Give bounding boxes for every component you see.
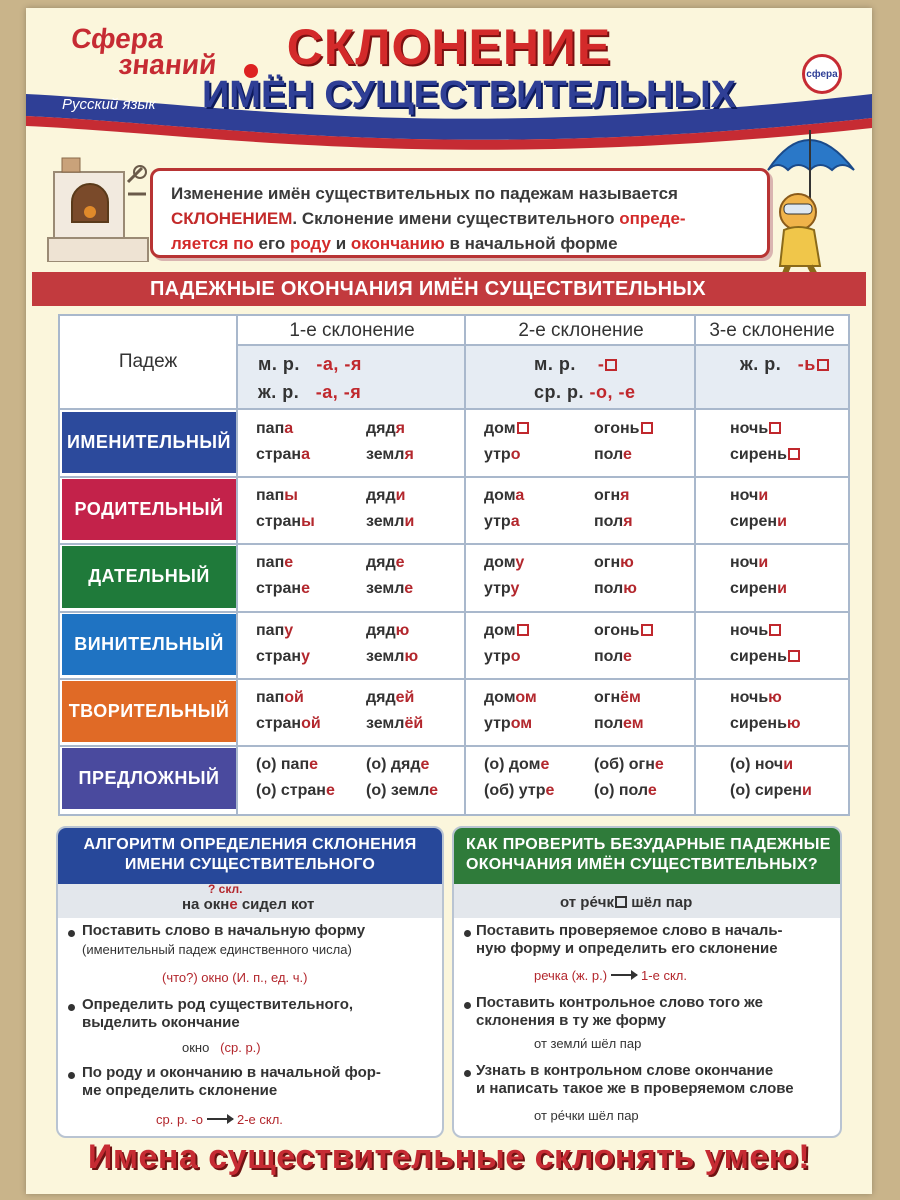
arrow-icon: [207, 1118, 233, 1120]
step-2-example: окно (ср. р.): [182, 1040, 261, 1055]
intro-text-2: . Склонение имени существительного: [292, 209, 620, 228]
missing-letter-icon: [615, 896, 627, 908]
check-step-2-example: от земли́ шёл пар: [534, 1036, 642, 1051]
intro-term: СКЛОНЕНИЕМ: [171, 209, 293, 228]
step-3-line1: По роду и окончанию в начальной фор-: [82, 1064, 381, 1081]
word-form: огнём: [594, 688, 641, 706]
zero-ending-icon: [641, 422, 653, 434]
word-form: земли: [366, 513, 415, 531]
check-step-1-line2: ную форму и определить его склонение: [476, 940, 778, 957]
word-form: огонь: [594, 622, 653, 640]
word-form: полем: [594, 714, 644, 732]
word-form: поля: [594, 513, 633, 531]
poster: [26, 8, 872, 1194]
word-form: домом: [484, 688, 537, 706]
zero-ending-icon: [605, 359, 617, 371]
bullet-icon: [464, 1070, 471, 1077]
word-form: землю: [366, 647, 419, 665]
zero-ending-icon: [817, 359, 829, 371]
step-3-line2: ме определить склонение: [82, 1082, 278, 1099]
ending-d2-neut: ср. р. -о, -е: [534, 382, 636, 402]
page-title: СКЛОНЕНИЕ: [286, 19, 612, 75]
word-form: ночь: [730, 420, 781, 438]
word-form: папе: [256, 554, 294, 572]
declension-table: [58, 314, 850, 816]
intro-word-ending: окончанию: [350, 234, 445, 253]
word-form: утро: [484, 647, 521, 665]
word-form: (об) огне: [594, 756, 664, 773]
word-form: ночью: [730, 688, 782, 706]
zero-ending-icon: [517, 422, 529, 434]
subject-label: Русский язык: [62, 96, 156, 113]
word-form: дяде: [366, 554, 405, 572]
check-step-3-line1: Узнать в контрольном слове окончание: [476, 1062, 774, 1079]
word-form: дядя: [366, 420, 405, 437]
step-3-example: ср. р. -о 2-е скл.: [156, 1112, 283, 1127]
word-form: страну: [256, 647, 310, 665]
word-form: (о) поле: [594, 782, 657, 799]
word-form: папа: [256, 420, 294, 437]
brand-line1: Сфера: [69, 23, 166, 54]
case-label: ТВОРИТЕЛЬНЫЙ: [62, 681, 236, 742]
case-label: РОДИТЕЛЬНЫЙ: [62, 479, 236, 540]
step-1-note: (именительный падеж единственного числа): [82, 942, 352, 957]
intro-text-1: Изменение имён существительных по падежам называется: [171, 184, 678, 203]
intro-word-determined: опреде-: [619, 209, 686, 228]
zero-ending-icon: [788, 650, 800, 662]
bullet-icon: [68, 1004, 75, 1011]
word-form: папы: [256, 487, 298, 505]
publisher-logo: сфера: [802, 54, 842, 94]
word-form: страной: [256, 714, 321, 732]
zero-ending-icon: [641, 624, 653, 636]
word-form: страна: [256, 446, 310, 463]
word-form: дом: [484, 420, 529, 438]
word-form: утром: [484, 714, 533, 732]
intro-text-6: в начальной форме: [444, 234, 618, 253]
word-form: сиренью: [730, 714, 801, 732]
zero-ending-icon: [517, 624, 529, 636]
check-step-2-line1: Поставить контрольное слово того же: [476, 994, 763, 1011]
bullet-icon: [68, 1072, 75, 1079]
word-form: дядю: [366, 621, 410, 639]
algorithm-title: АЛГОРИТМ ОПРЕДЕЛЕНИЯ СКЛОНЕНИЯ ИМЕНИ СУЩЕСТВИТЕЛЬНОГО: [58, 828, 442, 884]
word-form: ночи: [730, 487, 769, 505]
check-step-2-line2: склонения в ту же форму: [476, 1012, 666, 1029]
word-form: утро: [484, 446, 521, 463]
intro-text-5: и: [330, 234, 351, 253]
check-step-1-line1: Поставить проверяемое слово в началь-: [476, 922, 783, 939]
ending-d2-masc: м. р. -: [534, 354, 617, 375]
definition-box: [150, 168, 770, 258]
intro-text-3: ляется по: [171, 234, 254, 253]
word-form: поле: [594, 446, 632, 463]
word-form: дом: [484, 622, 529, 640]
bullet-icon: [68, 930, 75, 937]
step-2-line2: выделить окончание: [82, 1014, 240, 1031]
word-form: (о) земле: [366, 782, 438, 799]
check-step-3-line2: и написать такое же в проверяемом слове: [476, 1080, 794, 1097]
word-form: сирени: [730, 513, 787, 531]
word-form: земля: [366, 446, 414, 463]
word-form: (об) утре: [484, 782, 555, 799]
check-example-sentence: от ре́чк шёл пар: [560, 894, 693, 911]
algorithm-panel: [56, 826, 444, 1138]
step-1-example: (что?) окно (И. п., ед. ч.): [162, 970, 308, 985]
word-form: землёй: [366, 714, 424, 732]
word-form: (о) ночи: [730, 756, 794, 773]
word-form: огня: [594, 487, 630, 505]
word-form: (о) доме: [484, 756, 550, 773]
word-form: сирень: [730, 648, 800, 666]
word-form: огню: [594, 554, 634, 572]
word-form: утра: [484, 513, 520, 531]
word-form: папу: [256, 621, 294, 639]
kid-with-umbrella-illustration: [758, 100, 858, 290]
case-label: ВИНИТЕЛЬНЫЙ: [62, 614, 236, 675]
case-label: ПРЕДЛОЖНЫЙ: [62, 748, 236, 809]
declension-2-title: 2-е склонение: [518, 320, 644, 341]
declension-1-title: 1-е склонение: [289, 320, 415, 341]
ending-d1-fem: ж. р. -а, -я: [258, 382, 362, 402]
case-label: ДАТЕЛЬНЫЙ: [62, 546, 236, 607]
case-column-header: Падеж: [60, 316, 238, 408]
word-form: огонь: [594, 420, 653, 438]
word-form: поле: [594, 647, 632, 665]
ending-d1-masc: м. р. -а, -я: [258, 354, 362, 374]
word-form: полю: [594, 580, 637, 598]
brand-line2: знаний: [117, 49, 219, 80]
word-form: папой: [256, 688, 304, 706]
word-form: (о) папе: [256, 756, 319, 773]
bullet-icon: [464, 1002, 471, 1009]
word-form: (о) стране: [256, 782, 335, 799]
example-note: ? скл.: [208, 882, 243, 896]
section-ribbon: ПАДЕЖНЫЕ ОКОНЧАНИЯ ИМЁН СУЩЕСТВИТЕЛЬНЫХ: [32, 272, 866, 306]
word-form: дяди: [366, 487, 406, 505]
word-form: ночи: [730, 554, 769, 572]
step-1: Поставить слово в начальную форму: [82, 922, 366, 939]
arrow-icon: [611, 974, 637, 976]
word-form: (о) дяде: [366, 756, 430, 773]
zero-ending-icon: [769, 422, 781, 434]
check-step-1-example: речка (ж. р.) 1-е скл.: [534, 968, 687, 983]
example-sentence: на окне сидел кот: [182, 896, 315, 913]
zero-ending-icon: [769, 624, 781, 636]
stove-illustration: [44, 142, 154, 262]
slogan: Имена существительные склонять умею!: [87, 1138, 811, 1176]
word-form: дому: [484, 554, 525, 572]
check-step-3-example: от ре́чки шёл пар: [534, 1108, 639, 1123]
intro-word-gender: роду: [289, 234, 331, 253]
word-form: ночь: [730, 622, 781, 640]
word-form: дома: [484, 487, 525, 505]
word-form: земле: [366, 580, 414, 598]
word-form: сирень: [730, 446, 800, 464]
word-form: утру: [484, 580, 520, 598]
declension-3-title: 3-е склонение: [709, 320, 835, 341]
check-endings-title: КАК ПРОВЕРИТЬ БЕЗУДАРНЫЕ ПАДЕЖНЫЕ ОКОНЧАНИЯ ИМЁН СУЩЕСТВИТЕЛЬНЫХ?: [454, 828, 840, 884]
word-form: дядей: [366, 688, 415, 706]
bullet-icon: [464, 930, 471, 937]
page-subtitle: ИМЁН СУЩЕСТВИТЕЛЬНЫХ: [201, 74, 737, 116]
word-form: страны: [256, 513, 315, 531]
step-2-line1: Определить род существительного,: [82, 996, 354, 1013]
check-endings-panel: [452, 826, 842, 1138]
case-label: ИМЕНИТЕЛЬНЫЙ: [62, 412, 236, 473]
ending-d3-fem: ж. р. -ь: [740, 354, 829, 375]
word-form: стране: [256, 580, 310, 598]
zero-ending-icon: [788, 448, 800, 460]
word-form: сирени: [730, 580, 787, 598]
intro-text-4: его: [253, 234, 290, 253]
word-form: (о) сирени: [730, 782, 812, 799]
